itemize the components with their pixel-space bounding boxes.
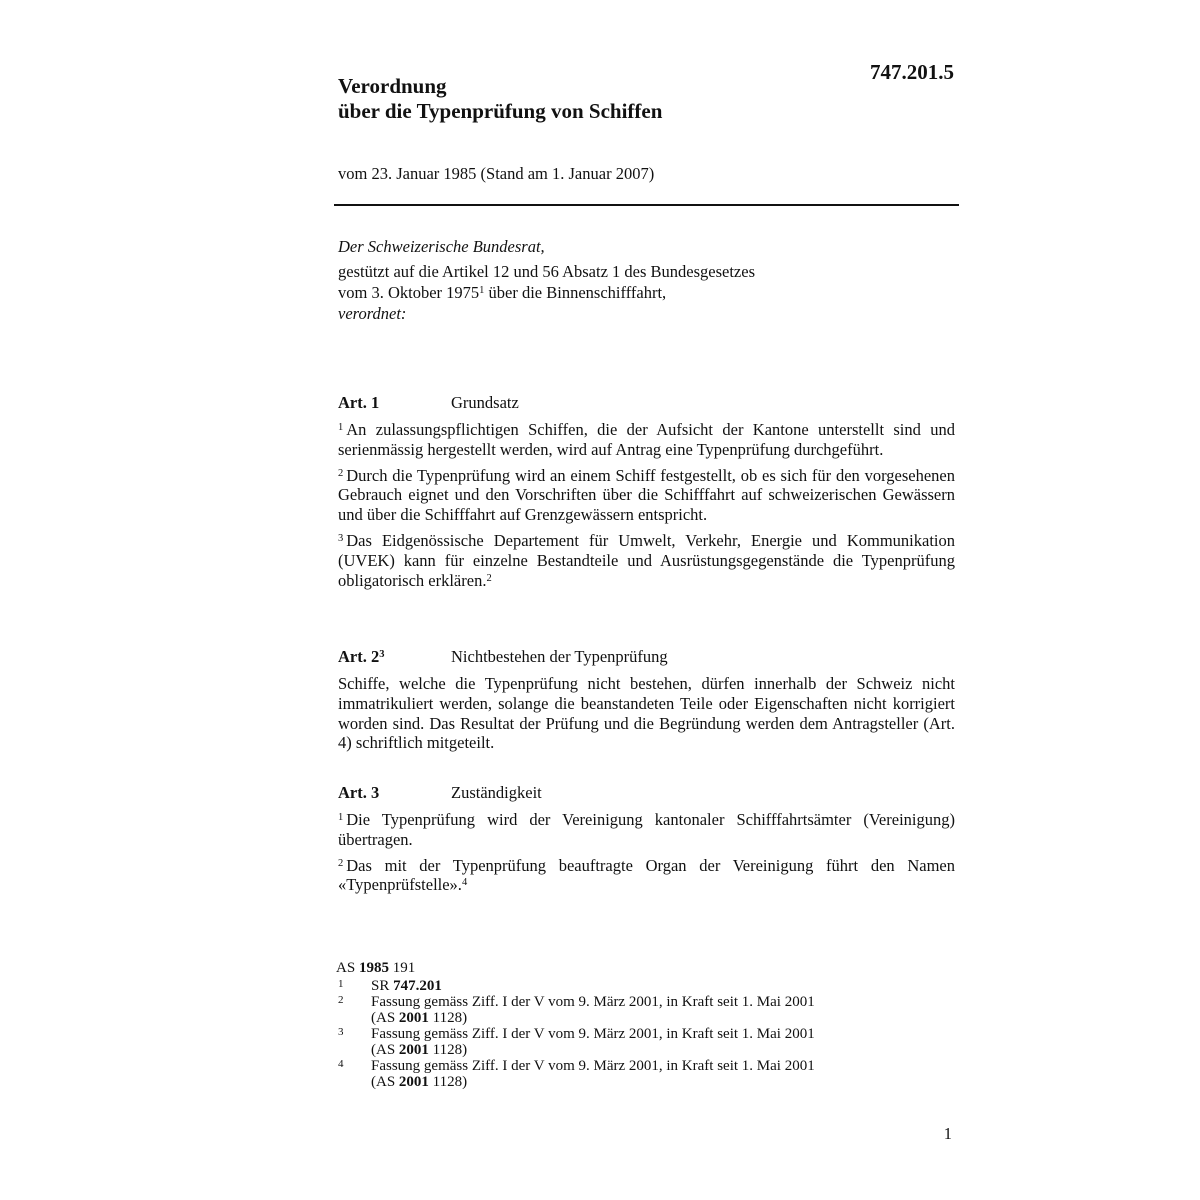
article-heading [338,646,955,668]
paragraph-text: Schiffe, welche die Typenprüfung nicht bestehen, dürfen innerhalb der Schweiz nicht immatrikuliert werden, solange die beanstandeten Teile oder Eigenschaften nicht korrigiert worden sind. Das Resultat der Prüfung und die Begründung werden dem Antragsteller (Art. 4) schriftlich mitgeteilt. [338,674,955,753]
footnote-text: Fassung gemäss Ziff. I der V vom 9. März 2001, in Kraft seit 1. Mai 2001 [371,1058,815,1074]
article-heading [338,782,955,804]
footnote-ref[interactable]: 2 [486,572,492,584]
preamble-basis-act: über die Binnenschifffahrt, [484,283,667,302]
header-divider [334,204,959,206]
article-title: Grundsatz [451,393,519,412]
paragraph-text: Das mit der Typenprüfung beauftragte Organ der Vereinigung führt den Namen «Typenprüfstelle». [338,855,955,895]
article-1 [338,392,955,590]
date-line: vom 23. Januar 1985 (Stand am 1. Januar 2007) [338,164,655,183]
article-title: Zuständigkeit [451,783,542,802]
article-2 [338,646,955,753]
footnote-citation: (AS 2001 1128) [371,1010,468,1026]
footnote-number: 3 [338,1026,344,1038]
paragraph-text: Durch die Typenprüfung wird an einem Schiff festgestellt, ob es sich für den vorgesehenen Gebrauch eignet und den Vorschriften über die Schifffahrt auf schweizerischen Gewässern und über die Schifffahrt auf Grenzgewässern entspricht. [338,465,955,525]
sr-number: 747.201.5 [870,60,954,84]
paragraph [338,674,955,753]
paragraph-number: 2 [338,857,344,869]
footnote-number: 1 [338,978,344,990]
article-title: Nichtbestehen der Typenprüfung [451,647,668,666]
paragraph-number: 1 [338,422,344,433]
preamble-decree: verordnet: [338,304,407,323]
paragraph-text: Das Eidgenössische Departement für Umwelt, Verkehr, Energie und Kommunikation (UVEK) kann für einzelne Bestandteile und Ausrüstungsgegenstände die Typenprüfung obligatorisch erklären. [338,530,955,590]
paragraph-text: Die Typenprüfung wird der Vereinigung kantonaler Schifffahrtsämter (Vereinigung) übertragen. [338,810,955,849]
footnote [336,994,956,1026]
preamble-basis-line-2 [338,282,958,303]
preamble-authority: Der Schweizerische Bundesrat, [338,237,545,256]
article-number: Art. 3 [338,783,380,802]
footnote-ref[interactable]: 3 [379,649,385,660]
page-title [338,74,662,124]
footnote-text: SR 747.201 [371,978,442,994]
article-heading [338,392,955,414]
title-line-1: Verordnung [338,74,447,98]
footnote-number: 4 [338,1058,344,1070]
paragraph [338,420,955,460]
article-3 [338,782,955,895]
footnote [336,978,956,994]
footnote [336,1058,956,1090]
footnote-text: Fassung gemäss Ziff. I der V vom 9. März 2001, in Kraft seit 1. Mai 2001 [371,1026,815,1042]
paragraph-number: 1 [338,812,344,823]
footnote-ref[interactable]: 4 [461,877,468,889]
title-line-2: über die Typenprüfung von Schiffen [338,99,663,123]
footnote-citation: (AS 2001 1128) [371,1074,468,1090]
article-number: Art. $2^3$ [338,647,385,666]
article-number: Art. 1 [338,393,380,412]
footnote-citation: (AS 2001 1128) [371,1042,468,1058]
paragraph [338,466,955,525]
paragraph [338,856,955,896]
paragraph-text: An zulassungspflichtigen Schiffen, die der Aufsicht der Kantone unterstellt sind und serienmässig hergestellt werden, wird auf Antrag eine Typenprüfung durchgeführt. [338,420,955,459]
official-collection-ref: AS 1985 191 [336,960,416,976]
preamble-basis-line-1: gestützt auf die Artikel 12 und 56 Absatz 1 des Bundesgesetzes [338,262,755,281]
footnote [336,1026,956,1058]
paragraph [338,531,955,590]
paragraph-number: 3 [338,532,344,544]
page-number: 1 [943,1124,952,1143]
footnote-number: 2 [338,994,344,1006]
footnote-ref[interactable]: 1 [479,285,485,296]
preamble [338,236,958,324]
paragraph [338,810,955,850]
preamble-basis-date: vom 3. Oktober 1975 [338,283,480,302]
footnote-text: Fassung gemäss Ziff. I der V vom 9. März 2001, in Kraft seit 1. Mai 2001 [371,994,815,1010]
footnotes [336,960,956,1090]
paragraph-number: 2 [338,467,344,479]
